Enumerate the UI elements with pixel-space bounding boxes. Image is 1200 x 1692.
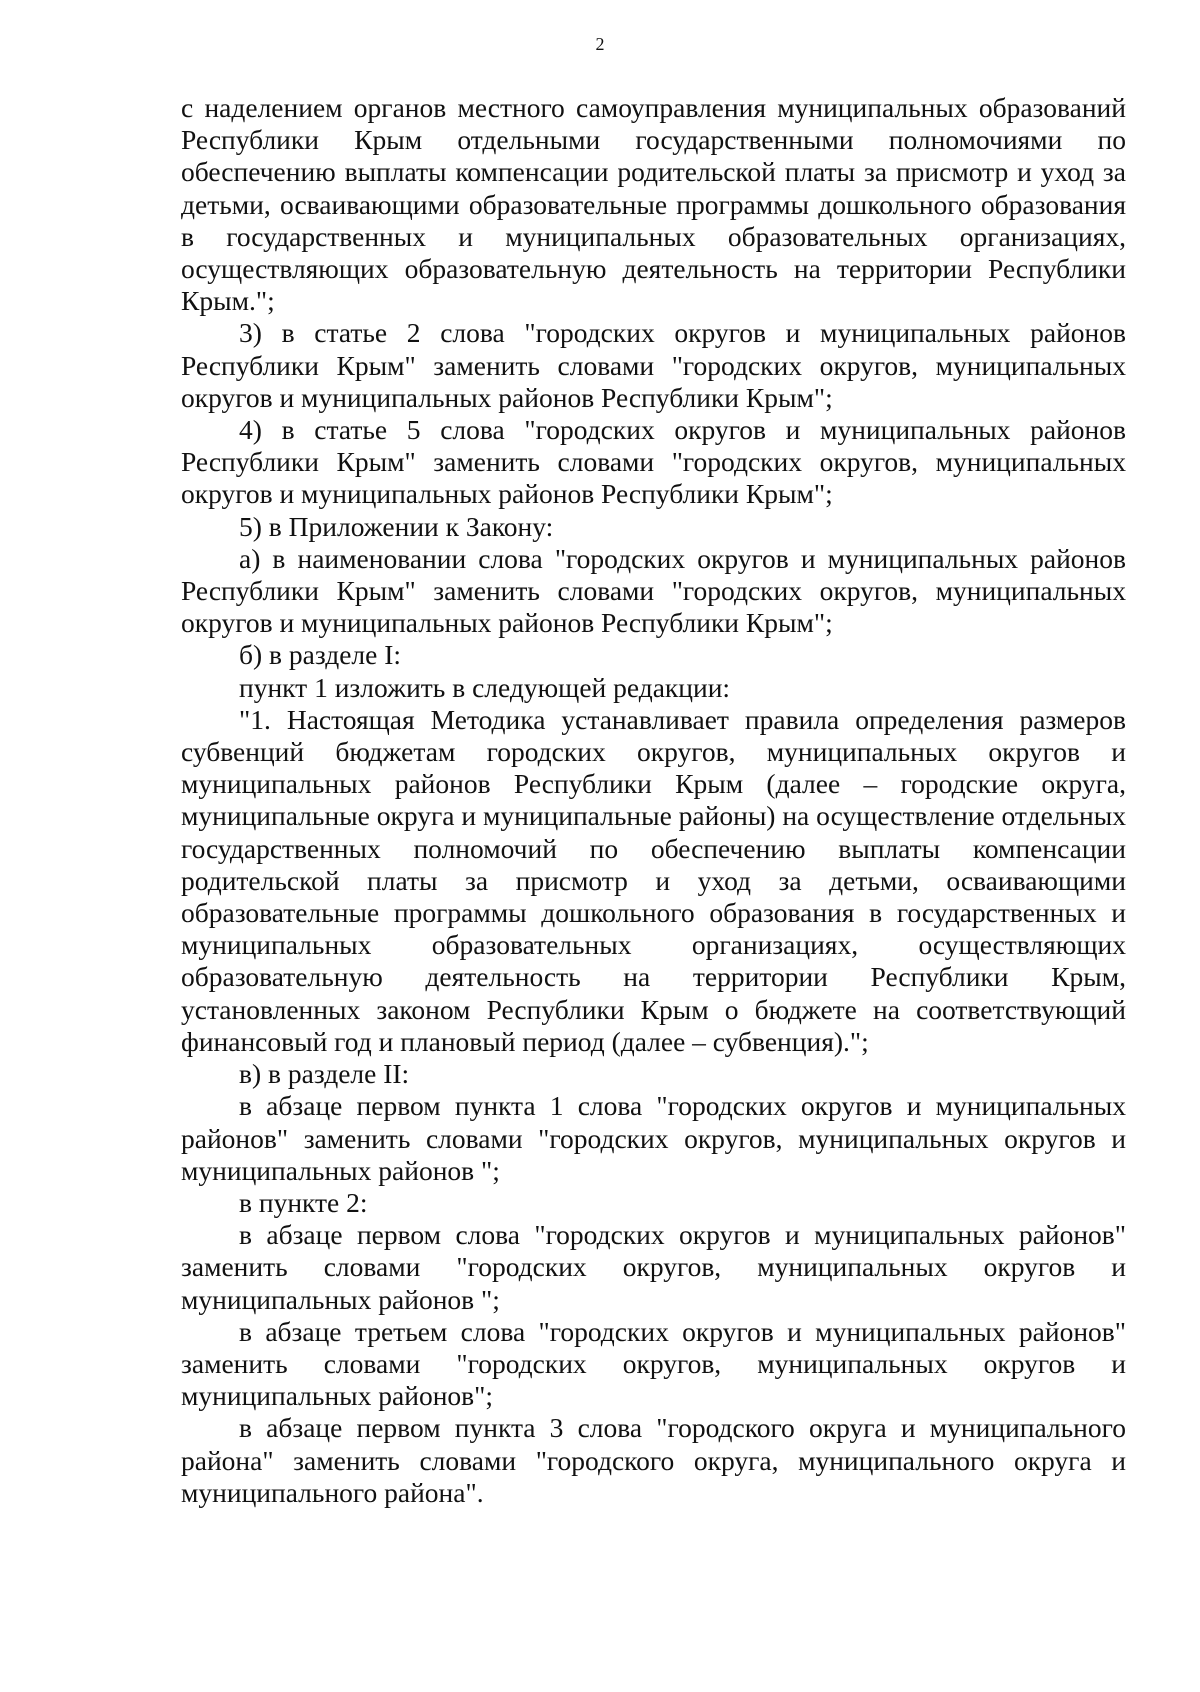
document-body (181, 92, 1126, 1509)
paragraph-item-5b: б) в разделе I: (239, 639, 402, 671)
paragraph-point-2-first: в абзаце первом слова "городских округов и муниципальных районов" заменить словами "городских округов, муниципальных округов и муниципальных районов "; (181, 1219, 1126, 1315)
paragraph-point-3-first: в абзаце первом пункта 3 слова "городского округа и муниципального района" заменить словами "городского округа, муниципального округа и муниципального района". (181, 1412, 1126, 1508)
paragraph-point-2-third: в абзаце третьем слова "городских округов и муниципальных районов" заменить словами "городских округов, муниципальных округов и муниципальных районов"; (181, 1315, 1126, 1412)
paragraph-item-3: 3) в статье 2 слова "городских округов и муниципальных районов Республики Крым" заменить словами "городских округов, муниципальных округов и муниципальных районов Республики Крым"; (181, 317, 1126, 413)
paragraph-section-2-point-2: в пункте 2: (239, 1186, 368, 1218)
paragraph-section-2-point-1: в абзаце первом пункта 1 слова "городских округов и муниципальных районов" заменить словами "городских округов, муниципальных округов и муниципальных районов "; (181, 1090, 1126, 1186)
paragraph-point-1-text: "1. Настоящая Методика устанавливает правила определения размеров субвенций бюджетам городских округов, муниципальных округов и муниципальных районов Республики Крым (далее – городские округа, муниципальные округа и муниципальные районы) на осуществление отдельных государственных полномочий по обеспечению выплаты компенсации родительской платы за присмотр и уход за детьми, осваивающими образовательные программы дошкольного образования в государственных и муниципальных образовательных организациях, осуществляющих образовательную деятельность на территории Республики Крым, установленных законом Республики Крым о бюджете на соответствующий финансовый год и плановый период (далее – субвенция)."; (181, 703, 1126, 1057)
paragraph-item-5: 5) в Приложении к Закону: (239, 510, 554, 542)
paragraph-item-5a: а) в наименовании слова "городских округов и муниципальных районов Республики Крым" заменить словами "городских округов, муниципальных округов и муниципальных районов Республики Крым"; (181, 542, 1126, 639)
paragraph-item-4: 4) в статье 5 слова "городских округов и муниципальных районов Республики Крым" заменить словами "городских округов, муниципальных округов и муниципальных районов Республики Крым"; (181, 414, 1126, 510)
paragraph-item-5v: в) в разделе II: (239, 1058, 410, 1090)
paragraph-continuation: с наделением органов местного самоуправления муниципальных образований Республики Крым отдельными государственными полномочиями по обеспечению выплаты компенсации родительской платы за присмотр и уход за детьми, осваивающими образовательные программы дошкольного образования в государственных и муниципальных образовательных организациях, осуществляющих образовательную деятельность на территории Республики Крым."; (181, 92, 1126, 317)
paragraph-point-1-intro: пункт 1 изложить в следующей редакции: (239, 671, 731, 703)
page-number: 2 (595, 34, 605, 54)
